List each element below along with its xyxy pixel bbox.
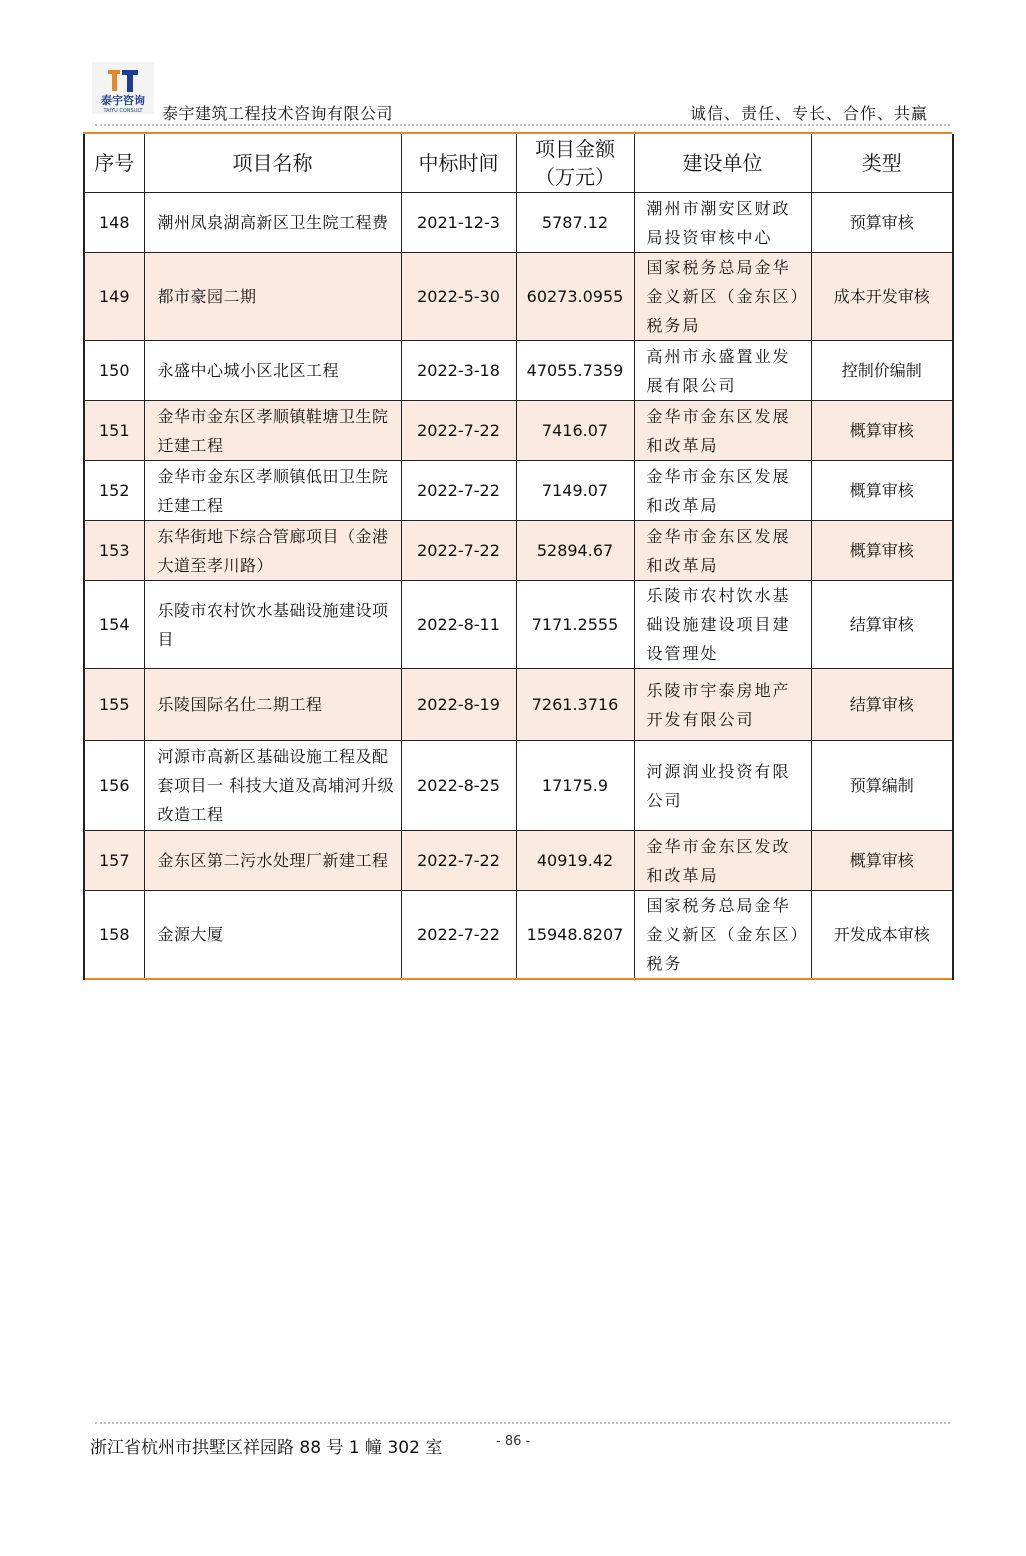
cell-no: 158 bbox=[84, 891, 144, 980]
cell-project-name: 都市豪园二期 bbox=[144, 253, 401, 341]
table-row bbox=[84, 831, 953, 891]
cell-amount: 7261.3716 bbox=[516, 669, 634, 741]
header-bid-date: 中标时间 bbox=[401, 134, 516, 193]
cell-no: 156 bbox=[84, 741, 144, 831]
cell-type: 预算审核 bbox=[811, 193, 953, 253]
table-row bbox=[84, 669, 953, 741]
cell-amount: 17175.9 bbox=[516, 741, 634, 831]
cell-type: 控制价编制 bbox=[811, 341, 953, 401]
cell-amount: 52894.67 bbox=[516, 521, 634, 581]
cell-type: 概算审核 bbox=[811, 521, 953, 581]
cell-amount: 47055.7359 bbox=[516, 341, 634, 401]
cell-project-name: 金华市金东区孝顺镇鞋塘卫生院迁建工程 bbox=[144, 401, 401, 461]
cell-amount: 40919.42 bbox=[516, 831, 634, 891]
cell-project-name: 潮州凤泉湖高新区卫生院工程费 bbox=[144, 193, 401, 253]
cell-project-name: 金华市金东区孝顺镇低田卫生院迁建工程 bbox=[144, 461, 401, 521]
cell-project-name: 永盛中心城小区北区工程 bbox=[144, 341, 401, 401]
cell-type: 结算审核 bbox=[811, 669, 953, 741]
cell-date: 2022-7-22 bbox=[401, 401, 516, 461]
cell-no: 155 bbox=[84, 669, 144, 741]
footer-dotted-divider bbox=[95, 1422, 950, 1424]
cell-amount: 7171.2555 bbox=[516, 581, 634, 669]
table-row bbox=[84, 741, 953, 831]
cell-date: 2022-7-22 bbox=[401, 461, 516, 521]
cell-date: 2022-8-25 bbox=[401, 741, 516, 831]
cell-type: 概算审核 bbox=[811, 401, 953, 461]
cell-no: 151 bbox=[84, 401, 144, 461]
cell-amount: 7149.07 bbox=[516, 461, 634, 521]
cell-project-name: 乐陵市农村饮水基础设施建设项目 bbox=[144, 581, 401, 669]
slogan: 诚信、责任、专长、合作、共赢 bbox=[689, 104, 928, 123]
logo-subtext: TAIYU CONSULT bbox=[103, 108, 143, 114]
cell-amount: 5787.12 bbox=[516, 193, 634, 253]
project-table bbox=[83, 134, 954, 980]
cell-amount: 15948.8207 bbox=[516, 891, 634, 980]
cell-no: 150 bbox=[84, 341, 144, 401]
cell-type: 开发成本审核 bbox=[811, 891, 953, 980]
cell-date: 2022-3-18 bbox=[401, 341, 516, 401]
cell-date: 2021-12-3 bbox=[401, 193, 516, 253]
header-type: 类型 bbox=[811, 134, 953, 193]
company-name: 泰宇建筑工程技术咨询有限公司 bbox=[162, 104, 394, 123]
cell-client: 金华市金东区发展和改革局 bbox=[634, 461, 811, 521]
cell-client: 国家税务总局金华金义新区（金东区）税务局 bbox=[634, 253, 811, 341]
table-row bbox=[84, 253, 953, 341]
cell-type: 概算审核 bbox=[811, 461, 953, 521]
cell-no: 149 bbox=[84, 253, 144, 341]
table-row bbox=[84, 401, 953, 461]
cell-date: 2022-7-22 bbox=[401, 831, 516, 891]
cell-date: 2022-8-19 bbox=[401, 669, 516, 741]
cell-no: 148 bbox=[84, 193, 144, 253]
cell-client: 乐陵市农村饮水基础设施建设项目建设管理处 bbox=[634, 581, 811, 669]
cell-amount: 7416.07 bbox=[516, 401, 634, 461]
cell-type: 成本开发审核 bbox=[811, 253, 953, 341]
table-header-row bbox=[84, 134, 953, 193]
cell-client: 潮州市潮安区财政局投资审核中心 bbox=[634, 193, 811, 253]
cell-type: 结算审核 bbox=[811, 581, 953, 669]
cell-project-name: 金源大厦 bbox=[144, 891, 401, 980]
table-row bbox=[84, 341, 953, 401]
header-client: 建设单位 bbox=[634, 134, 811, 193]
cell-type: 预算编制 bbox=[811, 741, 953, 831]
header-no: 序号 bbox=[84, 134, 144, 193]
header-project-name: 项目名称 bbox=[144, 134, 401, 193]
table-row bbox=[84, 461, 953, 521]
header-dotted-divider bbox=[95, 124, 950, 126]
cell-date: 2022-7-22 bbox=[401, 891, 516, 980]
cell-client: 国家税务总局金华金义新区（金东区）税务 bbox=[634, 891, 811, 980]
cell-client: 高州市永盛置业发展有限公司 bbox=[634, 341, 811, 401]
cell-project-name: 河源市高新区基础设施工程及配套项目一 科技大道及高埔河升级改造工程 bbox=[144, 741, 401, 831]
cell-no: 157 bbox=[84, 831, 144, 891]
cell-date: 2022-8-11 bbox=[401, 581, 516, 669]
company-logo bbox=[92, 62, 154, 114]
logo-text: 泰宇咨询 bbox=[101, 94, 145, 107]
cell-project-name: 东华街地下综合管廊项目（金港大道至孝川路） bbox=[144, 521, 401, 581]
cell-project-name: 乐陵国际名仕二期工程 bbox=[144, 669, 401, 741]
header-amount: 项目金额 （万元） bbox=[516, 134, 634, 193]
cell-project-name: 金东区第二污水处理厂新建工程 bbox=[144, 831, 401, 891]
cell-no: 153 bbox=[84, 521, 144, 581]
table-row bbox=[84, 521, 953, 581]
cell-amount: 60273.0955 bbox=[516, 253, 634, 341]
cell-type: 概算审核 bbox=[811, 831, 953, 891]
cell-date: 2022-7-22 bbox=[401, 521, 516, 581]
table-row bbox=[84, 581, 953, 669]
cell-client: 金华市金东区发展和改革局 bbox=[634, 401, 811, 461]
cell-no: 154 bbox=[84, 581, 144, 669]
cell-no: 152 bbox=[84, 461, 144, 521]
page-number: - 86 - bbox=[496, 1434, 531, 1449]
cell-client: 乐陵市宇泰房地产开发有限公司 bbox=[634, 669, 811, 741]
cell-date: 2022-5-30 bbox=[401, 253, 516, 341]
footer-address: 浙江省杭州市拱墅区祥园路 88 号 1 幢 302 室 bbox=[90, 1438, 443, 1458]
table-row bbox=[84, 891, 953, 980]
cell-client: 金华市金东区发展和改革局 bbox=[634, 521, 811, 581]
table-row bbox=[84, 193, 953, 253]
cell-client: 金华市金东区发改和改革局 bbox=[634, 831, 811, 891]
cell-client: 河源润业投资有限公司 bbox=[634, 741, 811, 831]
